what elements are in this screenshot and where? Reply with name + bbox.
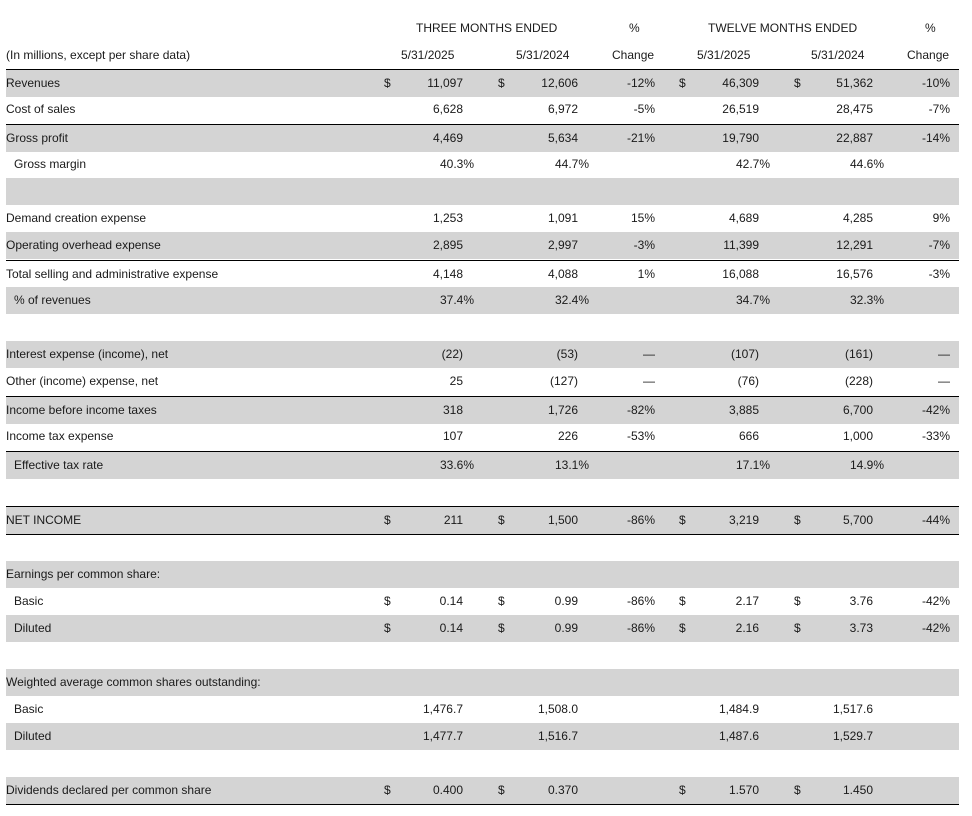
row-label: Total selling and administrative expense <box>6 267 219 281</box>
row-label: Basic <box>14 594 44 608</box>
value-y-2024: 3.76 <box>849 594 873 608</box>
value-q-2025: 107 <box>442 429 463 443</box>
header-q-2025: 5/31/2025 <box>401 48 455 62</box>
header-twelve-months: TWELVE MONTHS ENDED <box>708 21 858 35</box>
table-row <box>6 615 959 642</box>
row-label: Cost of sales <box>6 102 76 116</box>
change-twelve-months: -14% <box>921 131 950 145</box>
currency-y-2025: $ <box>679 783 686 797</box>
currency-y-2024: $ <box>794 621 801 635</box>
value-q-2024: 0.370 <box>547 783 578 797</box>
change-three-months: -53% <box>626 429 655 443</box>
value-y-2025: 4,689 <box>728 211 759 225</box>
table-row <box>6 750 959 777</box>
value-y-2025: 666 <box>738 429 759 443</box>
value-q-2024: 1,091 <box>547 211 578 225</box>
header-three-months: THREE MONTHS ENDED <box>416 21 558 35</box>
value-y-2024: 1,517.6 <box>832 702 873 716</box>
value-q-2024: 0.99 <box>554 621 578 635</box>
table-row <box>6 696 959 723</box>
row-label: Income tax expense <box>6 429 114 443</box>
table-row <box>6 478 959 505</box>
row-label: % of revenues <box>14 293 91 307</box>
table-row <box>6 506 959 535</box>
value-y-2024: 1.450 <box>842 783 873 797</box>
value-y-2024: 12,291 <box>836 238 873 252</box>
change-twelve-months: -42% <box>921 621 950 635</box>
table-row <box>6 69 959 97</box>
value-q-2024: 1,500 <box>547 513 578 527</box>
value-y-2025: (76) <box>737 374 759 388</box>
table-row <box>6 314 959 341</box>
table-row <box>6 396 959 424</box>
table-row <box>6 124 959 152</box>
pct-q-2025: 40.3% <box>439 157 474 171</box>
value-y-2024: 16,576 <box>836 267 873 281</box>
pct-q-2024: 32.4% <box>554 293 589 307</box>
change-twelve-months: -42% <box>921 403 950 417</box>
change-twelve-months: -7% <box>928 238 950 252</box>
change-three-months: -12% <box>626 76 655 90</box>
table-row <box>6 205 959 232</box>
row-label: Effective tax rate <box>14 458 104 472</box>
table-row <box>6 260 959 288</box>
value-q-2025: 211 <box>443 513 463 527</box>
value-q-2025: 1,253 <box>432 211 463 225</box>
value-q-2025: 0.14 <box>439 621 463 635</box>
value-q-2025: 0.14 <box>439 594 463 608</box>
currency-q-2025: $ <box>384 76 391 90</box>
currency-q-2024: $ <box>498 594 505 608</box>
pct-y-2025: 42.7% <box>735 157 770 171</box>
table-row <box>6 341 959 368</box>
value-q-2025: 0.400 <box>432 783 463 797</box>
table-row <box>6 642 959 669</box>
table-row <box>6 723 959 750</box>
row-label: Basic <box>14 702 44 716</box>
change-three-months: — <box>643 374 655 388</box>
value-q-2024: 1,726 <box>547 403 578 417</box>
table-row <box>6 669 959 696</box>
header-q-2024: 5/31/2024 <box>516 48 570 62</box>
currency-y-2024: $ <box>794 594 801 608</box>
currency-y-2024: $ <box>794 783 801 797</box>
value-y-2024: 1,000 <box>842 429 873 443</box>
value-y-2024: 5,700 <box>842 513 873 527</box>
change-three-months: -86% <box>626 594 655 608</box>
value-y-2024: 28,475 <box>836 102 873 116</box>
table-row <box>6 777 959 805</box>
change-twelve-months: — <box>938 374 950 388</box>
row-label: Demand creation expense <box>6 211 147 225</box>
value-q-2024: 2,997 <box>547 238 578 252</box>
value-y-2024: 6,700 <box>842 403 873 417</box>
currency-y-2024: $ <box>794 76 801 90</box>
pct-q-2024: 13.1% <box>554 458 589 472</box>
change-twelve-months: -42% <box>921 594 950 608</box>
change-twelve-months: 9% <box>932 211 950 225</box>
value-y-2025: 46,309 <box>722 76 759 90</box>
row-label: Income before income taxes <box>6 403 157 417</box>
table-row <box>6 232 959 259</box>
table-row <box>6 178 959 205</box>
value-q-2024: 5,634 <box>547 131 578 145</box>
header-y-2025: 5/31/2025 <box>697 48 751 62</box>
change-twelve-months: -3% <box>928 267 950 281</box>
header-change-1: Change <box>612 48 655 62</box>
row-label: Other (income) expense, net <box>6 374 159 388</box>
value-y-2025: 19,790 <box>722 131 759 145</box>
row-label: Diluted <box>14 621 52 635</box>
value-q-2025: (22) <box>441 347 463 361</box>
value-q-2024: 1,508.0 <box>537 702 578 716</box>
units-note: (In millions, except per share data) <box>6 48 191 62</box>
currency-q-2024: $ <box>498 621 505 635</box>
value-y-2025: 1,487.6 <box>718 729 759 743</box>
change-twelve-months: — <box>938 347 950 361</box>
row-label: Revenues <box>6 76 61 90</box>
header-change-2: Change <box>907 48 950 62</box>
row-label: Diluted <box>14 729 52 743</box>
change-three-months: 15% <box>630 211 655 225</box>
value-q-2025: 6,628 <box>432 102 463 116</box>
currency-y-2025: $ <box>679 513 686 527</box>
pct-y-2024: 32.3% <box>849 293 884 307</box>
row-label: Gross profit <box>6 131 69 145</box>
value-y-2024: (228) <box>844 374 873 388</box>
row-label: NET INCOME <box>6 513 82 527</box>
value-y-2024: 51,362 <box>836 76 873 90</box>
change-three-months: -21% <box>626 131 655 145</box>
table-row <box>6 451 959 479</box>
value-q-2024: 4,088 <box>547 267 578 281</box>
currency-q-2024: $ <box>498 783 505 797</box>
currency-y-2024: $ <box>794 513 801 527</box>
value-q-2025: 2,895 <box>432 238 463 252</box>
change-three-months: -5% <box>633 102 655 116</box>
value-y-2024: 22,887 <box>836 131 873 145</box>
value-y-2024: 1,529.7 <box>832 729 873 743</box>
value-q-2025: 1,476.7 <box>422 702 463 716</box>
value-q-2025: 4,469 <box>432 131 463 145</box>
value-y-2025: 2.16 <box>735 621 759 635</box>
change-three-months: -86% <box>626 621 655 635</box>
value-y-2025: 1,484.9 <box>718 702 759 716</box>
change-twelve-months: -33% <box>921 429 950 443</box>
pct-y-2024: 14.9% <box>849 458 884 472</box>
value-q-2024: 6,972 <box>547 102 578 116</box>
value-y-2025: 1.570 <box>728 783 759 797</box>
currency-q-2025: $ <box>384 594 391 608</box>
value-q-2025: 25 <box>449 374 463 388</box>
change-twelve-months: -10% <box>921 76 950 90</box>
table-row <box>6 96 959 123</box>
change-twelve-months: -7% <box>928 102 950 116</box>
pct-q-2025: 33.6% <box>439 458 474 472</box>
currency-q-2025: $ <box>384 513 391 527</box>
header-pct-symbol-2: % <box>925 21 936 35</box>
value-y-2025: 3,885 <box>728 403 759 417</box>
value-q-2025: 318 <box>442 403 463 417</box>
pct-y-2025: 17.1% <box>735 458 770 472</box>
change-three-months: 1% <box>637 267 655 281</box>
table-row <box>6 588 959 615</box>
value-q-2025: 4,148 <box>432 267 463 281</box>
change-three-months: — <box>643 347 655 361</box>
currency-q-2025: $ <box>384 783 391 797</box>
pct-y-2024: 44.6% <box>849 157 884 171</box>
currency-q-2024: $ <box>498 513 505 527</box>
currency-q-2024: $ <box>498 76 505 90</box>
row-label: Operating overhead expense <box>6 238 161 252</box>
value-y-2024: 4,285 <box>842 211 873 225</box>
row-label: Dividends declared per common share <box>6 783 212 797</box>
value-y-2025: 3,219 <box>728 513 759 527</box>
value-y-2025: 2.17 <box>735 594 759 608</box>
currency-y-2025: $ <box>679 76 686 90</box>
row-label: Earnings per common share: <box>6 567 161 581</box>
value-q-2024: 0.99 <box>554 594 578 608</box>
value-y-2025: 11,399 <box>723 238 759 252</box>
value-q-2024: 12,606 <box>541 76 578 90</box>
currency-q-2025: $ <box>384 621 391 635</box>
change-three-months: -86% <box>626 513 655 527</box>
table-row <box>6 287 959 314</box>
value-y-2025: 26,519 <box>722 102 759 116</box>
currency-y-2025: $ <box>679 621 686 635</box>
value-q-2024: 226 <box>557 429 578 443</box>
value-y-2025: (107) <box>730 347 759 361</box>
value-y-2024: (161) <box>844 347 873 361</box>
header-y-2024: 5/31/2024 <box>811 48 865 62</box>
row-label: Interest expense (income), net <box>6 347 169 361</box>
table-row <box>6 423 959 450</box>
currency-y-2025: $ <box>679 594 686 608</box>
value-q-2025: 11,097 <box>427 76 463 90</box>
change-three-months: -3% <box>633 238 655 252</box>
header-pct-symbol: % <box>629 21 640 35</box>
value-y-2024: 3.73 <box>849 621 873 635</box>
value-q-2024: (127) <box>549 374 578 388</box>
table-row <box>6 561 959 588</box>
row-label: Weighted average common shares outstanding: <box>6 675 261 689</box>
pct-q-2024: 44.7% <box>554 157 589 171</box>
value-q-2025: 1,477.7 <box>422 729 463 743</box>
table-row <box>6 533 959 560</box>
pct-q-2025: 37.4% <box>439 293 474 307</box>
change-twelve-months: -44% <box>921 513 950 527</box>
change-three-months: -82% <box>626 403 655 417</box>
pct-y-2025: 34.7% <box>735 293 770 307</box>
table-row <box>6 151 959 178</box>
value-q-2024: (53) <box>556 347 578 361</box>
value-q-2024: 1,516.7 <box>537 729 578 743</box>
value-y-2025: 16,088 <box>722 267 759 281</box>
row-label: Gross margin <box>14 157 87 171</box>
table-row <box>6 368 959 395</box>
